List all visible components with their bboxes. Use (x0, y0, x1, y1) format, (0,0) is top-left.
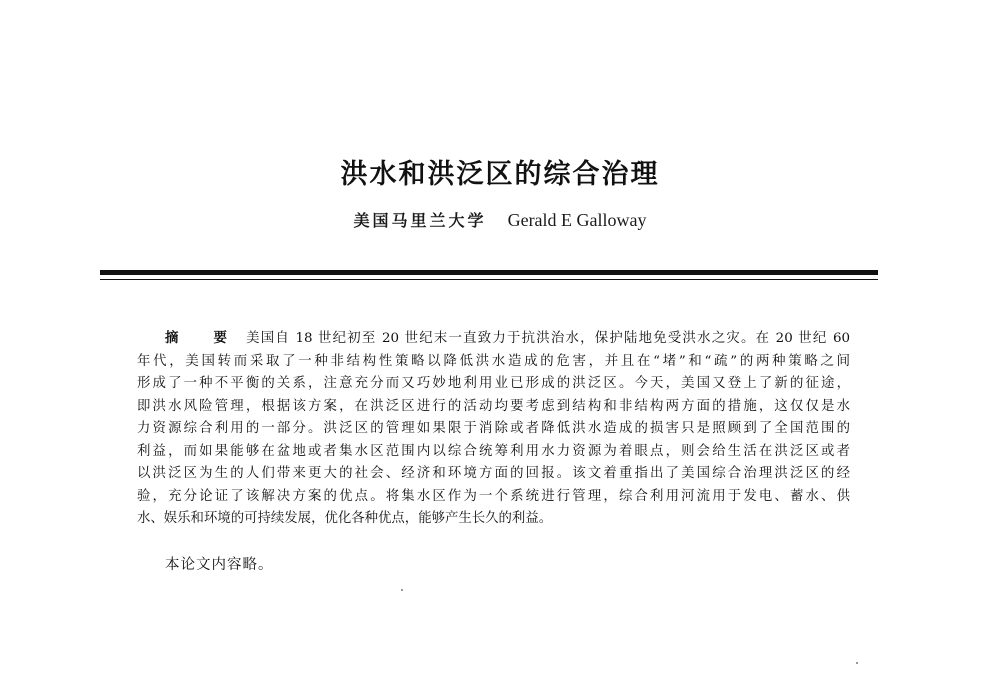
abstract-line: 即洪水风险管理，根据该方案，在洪泛区进行的活动均要考虑到结构和非结构两方面的措施，这仅仅是水 (137, 398, 850, 414)
abstract-line: 验，充分论证了该解决方案的优点。将集水区作为一个系统进行管理，综合利用河流用于发电、蓄水、供 (137, 488, 850, 504)
abstract-line: 力资源综合利用的一部分。洪泛区的管理如果限于消除或者降低洪水造成的损害只是照顾到了全国范围的 (137, 421, 850, 436)
scan-speck (856, 662, 858, 664)
author-affiliation: 美国马里兰大学 (353, 211, 487, 230)
header-rule-thin (100, 279, 878, 280)
abstract-line (137, 327, 850, 351)
abstract-line: 年代，美国转而采取了一种非结构性策略以降低洪水造成的危害，并且在“堵”和“疏”的两种策略之间 (137, 353, 850, 369)
author-name: Gerald E Galloway (507, 210, 647, 230)
abstract-line: 以洪泛区为生的人们带来更大的社会、经济和环境方面的回报。该文着重指出了美国综合治理洪泛区的经 (137, 466, 850, 481)
author-line (0, 208, 1000, 231)
paper-title: 洪水和洪泛区的综合治理 (340, 159, 660, 190)
abstract-line-text: 美国自 18 世纪初至 20 世纪末一直致力于抗洪治水，保护陆地免受洪水之灾。在 20 世纪 60 (246, 331, 850, 346)
abstract-line: 形成了一种不平衡的关系，注意充分而又巧妙地利用业已形成的洪泛区。今天，美国又登上了新的征途， (137, 376, 850, 391)
abstract-line: 水、娱乐和环境的可持续发展，优化各种优点，能够产生长久的利益。 (137, 511, 553, 526)
abstract-line: 利益，而如果能够在盆地或者集水区范围内以综合统筹利用水力资源为着眼点，则会给生活在洪泛区或者 (137, 443, 850, 459)
header-rule-thick (100, 270, 878, 275)
scan-speck (401, 589, 403, 591)
abstract-label: 摘 要 (165, 330, 243, 346)
abstract-block (137, 327, 850, 531)
summary-note: 本论文内容略。 (165, 557, 274, 573)
